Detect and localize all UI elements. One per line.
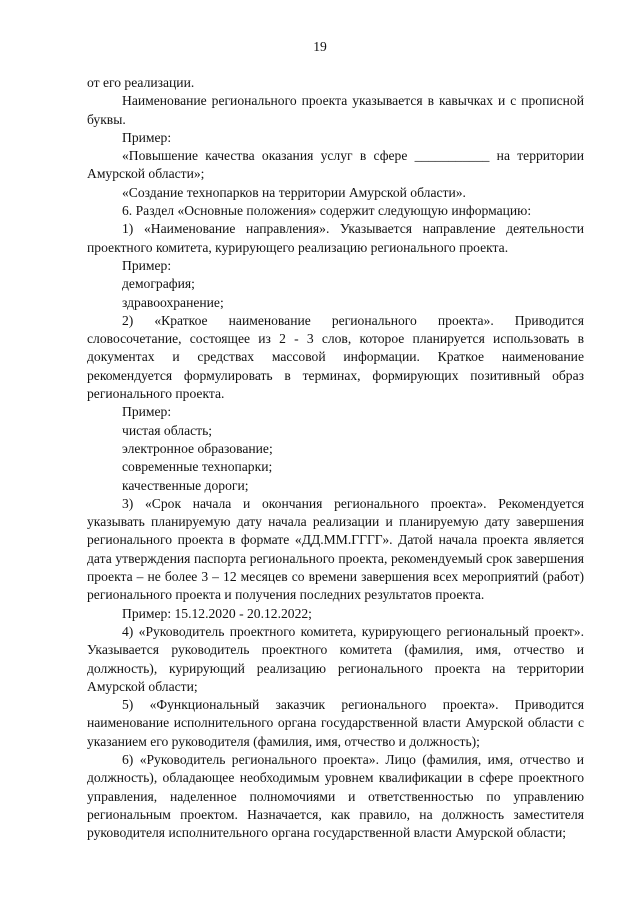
example-item: «Повышение качества оказания услуг в сфере ___________ на территории Амурской области»;: [87, 148, 584, 182]
example-item: Пример: 15.12.2020 - 20.12.2022;: [122, 605, 312, 621]
list-item: 2) «Краткое наименование регионального проекта». Приводится словосочетание, состоящее из 2 - 3 слов, которое планируется использовать в документах и средствах массовой информации. Краткое наименование рекомендуется формулировать в терминах, формирующих позитивный образ регионального проекта.: [87, 312, 584, 402]
example-item: современные технопарки;: [122, 459, 273, 475]
example-item: демография;: [122, 276, 195, 292]
list-item: 5) «Функциональный заказчик регионального проекта». Приводится наименование исполнительного органа государственной власти Амурской области с указанием его руководителя (фамилия, имя, отчество и должность);: [87, 697, 584, 749]
example-label: Пример:: [122, 129, 172, 145]
example-label: Пример:: [122, 257, 172, 273]
list-item: 4) «Руководитель проектного комитета, курирующего региональный проект». Указывается руководитель проектного комитета (фамилия, имя, отчество и должность), курирующий реализацию регионального проекта на территории Амурской области;: [87, 623, 584, 694]
example-label: Пример:: [122, 404, 172, 420]
list-item: 3) «Срок начала и окончания регионального проекта». Рекомендуется указывать планируемую дату начала реализации и планируемую дату завершения регионального проекта в формате «ДД.ММ.ГГГГ». Датой начала проекта является дата утверждения паспорта регионального проекта, рекомендуемый срок завершения проекта – не более 3 – 12 месяцев со времени завершения всех мероприятий (работ) регионального проекта и получения последних результатов проекта.: [87, 495, 584, 603]
section-heading-paragraph: 6. Раздел «Основные положения» содержит следующую информацию:: [122, 203, 532, 219]
paragraph: Наименование регионального проекта указывается в кавычках и с прописной буквы.: [87, 93, 584, 127]
example-item: чистая область;: [122, 422, 213, 438]
paragraph: от его реализации.: [87, 75, 195, 90]
example-item: качественные дороги;: [122, 477, 249, 493]
document-body: [87, 74, 584, 842]
example-item: здравоохранение;: [122, 294, 224, 310]
list-item: 6) «Руководитель регионального проекта». Лицо (фамилия, имя, отчество и должность), обладающее необходимым уровнем квалификации в сфере проектного управления, наделенное полномочиями и ответственностью по управлению региональным проектом. Назначается, как правило, на должность заместителя руководителя исполнительного органа государственной власти Амурской области;: [87, 751, 584, 841]
example-item: «Создание технопарков на территории Амурской области».: [122, 184, 466, 200]
page-number: 19: [313, 39, 327, 54]
example-item: электронное образование;: [122, 440, 273, 456]
list-item: 1) «Наименование направления». Указывается направление деятельности проектного комитета, курирующего реализацию регионального проекта.: [87, 221, 584, 255]
